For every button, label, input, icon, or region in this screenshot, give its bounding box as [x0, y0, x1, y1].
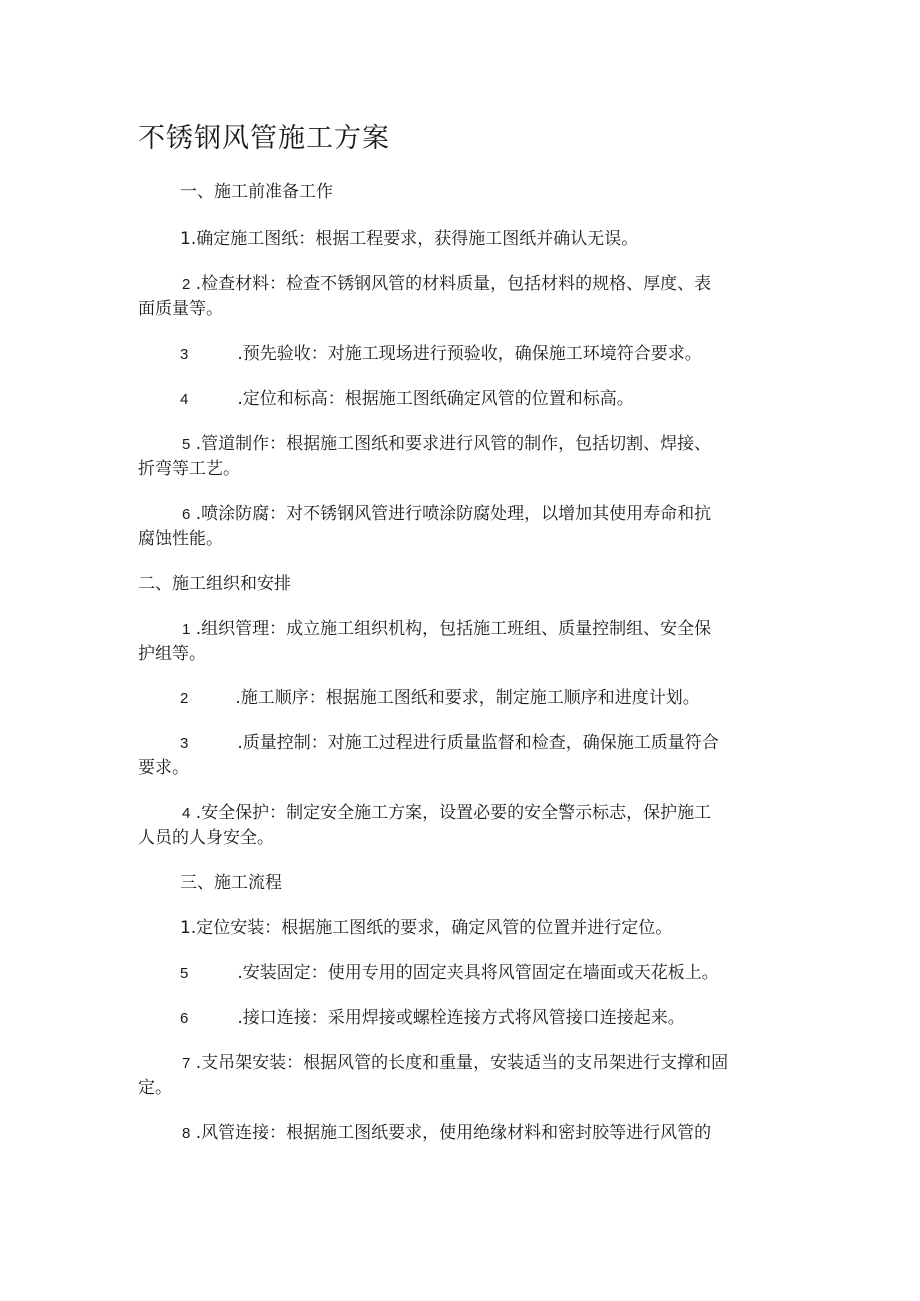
s1-item-2 — [182, 272, 711, 297]
s3-item-5 — [180, 961, 719, 986]
s1-item-4 — [180, 387, 634, 412]
s3-item-1: 1.定位安装：根据施工图纸的要求，确定风管的位置并进行定位。 — [180, 918, 673, 938]
s2-item-4-text: .安全保护：制定安全施工方案，设置必要的安全警示标志，保护施工 — [195, 803, 712, 823]
s1-item-4-number: 4 — [180, 391, 189, 408]
s3-item-7-number: 7 — [182, 1055, 191, 1072]
s1-item-5-text: .管道制作：根据施工图纸和要求进行风管的制作，包括切割、焊接、 — [195, 434, 712, 454]
s2-item-3-cont: 要求。 — [138, 758, 189, 778]
s3-item-6 — [180, 1006, 685, 1031]
s1-item-5-cont: 折弯等工艺。 — [138, 459, 240, 479]
s2-item-1 — [182, 617, 711, 642]
page-title: 不锈钢风管施工方案 — [138, 123, 390, 154]
s2-item-2-number: 2 — [180, 690, 189, 707]
s3-item-8-text: .风管连接：根据施工图纸要求，使用绝缘材料和密封胶等进行风管的 — [195, 1123, 712, 1143]
s1-item-5 — [182, 432, 711, 457]
s1-item-3 — [180, 342, 702, 367]
s1-item-6-number: 6 — [182, 506, 191, 523]
s1-item-2-number: 2 — [182, 276, 191, 293]
section-heading-1: 一、施工前准备工作 — [180, 182, 333, 202]
s1-item-6-text: .喷涂防腐：对不锈钢风管进行喷涂防腐处理，以增加其使用寿命和抗 — [195, 504, 712, 524]
s2-item-2-text: .施工顺序：根据施工图纸和要求，制定施工顺序和进度计划。 — [235, 688, 700, 708]
s2-item-3-number: 3 — [180, 735, 189, 752]
s1-item-6 — [182, 502, 711, 527]
s2-item-1-text: .组织管理：成立施工组织机构，包括施工班组、质量控制组、安全保 — [195, 619, 712, 639]
s2-item-3-text: .质量控制：对施工过程进行质量监督和检查，确保施工质量符合 — [237, 733, 719, 753]
s1-item-3-number: 3 — [180, 346, 189, 363]
s2-item-2 — [180, 686, 700, 711]
s3-item-7 — [182, 1051, 728, 1076]
s1-item-6-cont: 腐蚀性能。 — [138, 529, 223, 549]
s1-item-2-text: .检查材料：检查不锈钢风管的材料质量，包括材料的规格、厚度、表 — [195, 274, 712, 294]
s1-item-1: 1.确定施工图纸：根据工程要求，获得施工图纸并确认无误。 — [180, 229, 639, 249]
s2-item-4-cont: 人员的人身安全。 — [138, 828, 274, 848]
s1-item-5-number: 5 — [182, 436, 191, 453]
s2-item-1-number: 1 — [182, 621, 191, 638]
s3-item-6-number: 6 — [180, 1010, 189, 1027]
s3-item-5-number: 5 — [180, 965, 189, 982]
s3-item-6-text: .接口连接：采用焊接或螺栓连接方式将风管接口连接起来。 — [237, 1008, 685, 1028]
section-heading-3: 三、施工流程 — [180, 873, 282, 893]
s2-item-4-number: 4 — [182, 805, 191, 822]
s3-item-7-cont: 定。 — [138, 1078, 172, 1098]
s1-item-4-text: .定位和标高：根据施工图纸确定风管的位置和标高。 — [237, 389, 634, 409]
s2-item-3 — [180, 731, 719, 756]
s3-item-5-text: .安装固定：使用专用的固定夹具将风管固定在墙面或天花板上。 — [237, 963, 719, 983]
s1-item-2-cont: 面质量等。 — [138, 299, 223, 319]
s3-item-8 — [182, 1121, 711, 1146]
section-heading-2: 二、施工组织和安排 — [138, 574, 291, 594]
s3-item-7-text: .支吊架安装：根据风管的长度和重量，安装适当的支吊架进行支撑和固 — [195, 1053, 729, 1073]
s2-item-4 — [182, 801, 711, 826]
s1-item-3-text: .预先验收：对施工现场进行预验收，确保施工环境符合要求。 — [237, 344, 702, 364]
s2-item-1-cont: 护组等。 — [138, 644, 206, 664]
s3-item-8-number: 8 — [182, 1125, 191, 1142]
